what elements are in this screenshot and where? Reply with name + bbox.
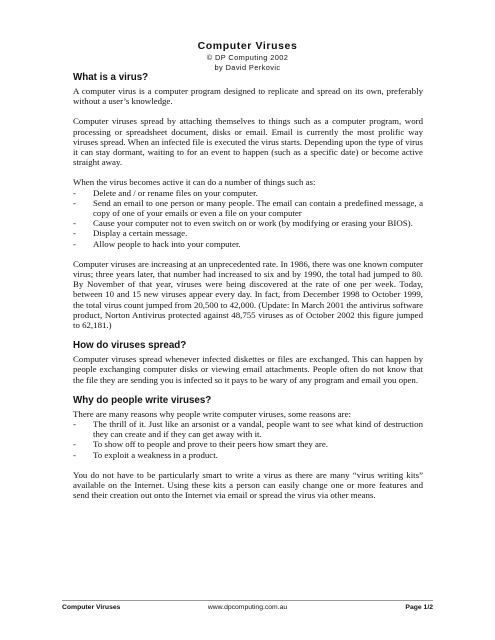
list-item: - To show off to people and prove to their peers how smart they are. (73, 439, 328, 450)
list-item: - To exploit a weakness in a product. (73, 449, 218, 460)
list-item-text: To exploit a weakness in a product. (93, 449, 218, 460)
footer-website-link[interactable]: www.dpcomputing.com.au (207, 604, 288, 611)
document-title: Computer Viruses (197, 40, 298, 52)
list-item: - Delete and / or rename files on your computer. (73, 187, 258, 198)
effects-list (73, 188, 423, 249)
list-item-text: Delete and / or rename files on your computer. (93, 187, 258, 198)
list-item: - Display a certain message. (73, 228, 188, 239)
document-header (0, 40, 495, 72)
footer-title: Computer Viruses (62, 604, 121, 611)
list-item-text: Allow people to hack into your computer. (93, 238, 241, 249)
section-heading-why: Why do people write viruses? (73, 394, 212, 406)
list-item: - Allow people to hack into your computer. (73, 238, 241, 249)
section-heading-how: How do viruses spread? (73, 340, 187, 352)
reasons-list (73, 419, 423, 460)
list-item: - The thrill of it. Just like an arsonist or a vandal, people want to see what kind of destruction they can create and if they can get away with it. (73, 419, 423, 440)
list-item-text: Display a certain message. (93, 228, 188, 239)
copyright-line: © DP Computing 2002 (206, 53, 289, 62)
document-body (73, 72, 423, 511)
paragraph: Computer viruses are increasing at an unprecedented rate. In 1986, there was one known computer virus; three years later, that number had increased to six and by 1990, the total had jumped to 80. By November of that year, viruses were being discovered at the rate of one per week. Today, between 10 and 15 new viruses appear every day. In fact, from December 1998 to October 1999, the total virus count jumped from 20,500 to 42,000. (Update: In March 2001 the antivirus software product, Norton Antivirus protected against 48,755 viruses as of October 2002 this figure jumped to 62,181.) (73, 258, 423, 331)
paragraph: You do not have to be particularly smart to write a virus as there are many “virus writing kits” available on the Internet. Using these kits a person can easily change one or more features and send their creation out onto the Internet via email or spread the virus via other means. (73, 469, 423, 501)
paragraph: Computer viruses spread whenever infected diskettes or files are exchanged. This can happen by people exchanging computer disks or viewing email attachments. People often do not know that the file they are sending you is infected so it pays to be wary of any program and email you open. (73, 354, 423, 385)
footer-divider (62, 600, 433, 601)
paragraph: Computer viruses spread by attaching themselves to things such as a computer program, word processing or spreadsheet document, disks or email. Email is currently the most prolific way viruses spread. When an infected file is executed the virus starts. Depending upon the type of virus it can stay dormant, waiting to for an event to happen (such as a specific date) or become active straight away. (73, 116, 423, 168)
list-item-text: To show off to people and prove to their peers how smart they are. (93, 439, 328, 450)
list-item-text: Cause your computer not to even switch on or work (by modifying or erasing your BIOS). (93, 218, 413, 229)
list-item-text: Send an email to one person or many people. The email can contain a predefined message, a copy of one of your emails or even a file on your computer (93, 197, 423, 219)
paragraph: There are many reasons why people write computer viruses, some reasons are: (73, 408, 351, 419)
paragraph: A computer virus is a computer program designed to replicate and spread on its own, preferably without a user’s knowledge. (73, 86, 423, 107)
author-line: by David Perkovic (214, 62, 281, 72)
section-heading-what: What is a virus? (73, 72, 149, 83)
paragraph: When the virus becomes active it can do a number of things such as: (73, 177, 316, 188)
page-number: Page 1/2 (405, 604, 433, 611)
list-item-text: The thrill of it. Just like an arsonist or a vandal, people want to see what kind of destruction they can create and if they can get away with it. (93, 419, 423, 440)
list-item: - Send an email to one person or many people. The email can contain a predefined message, a copy of one of your emails or even a file on your computer (73, 197, 423, 219)
list-item: - Cause your computer not to even switch on or work (by modifying or erasing your BIOS). (73, 218, 413, 229)
